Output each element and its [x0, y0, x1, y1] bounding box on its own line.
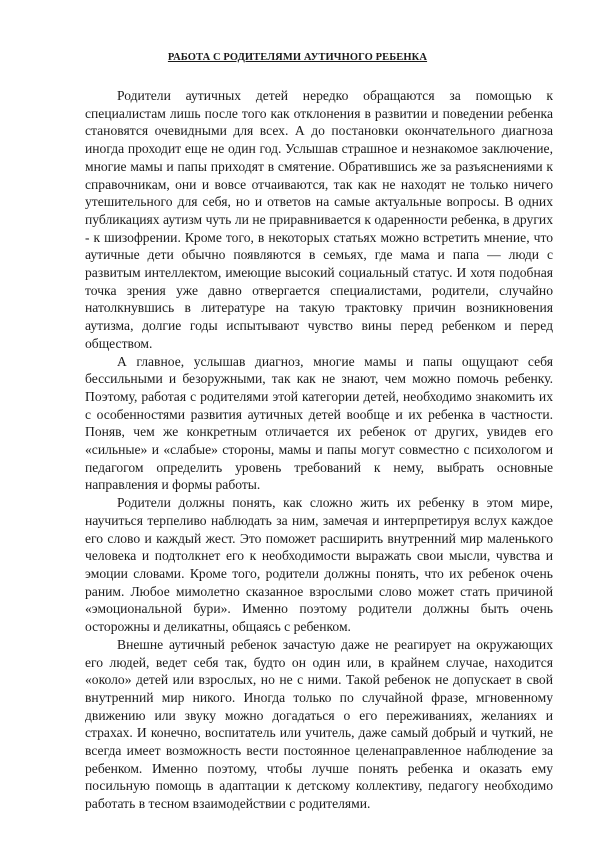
paragraph-1: Родители аутичных детей нередко обращаются за помощью к специалистам лишь после того как отклонения в развитии и поведении ребенка становятся очевидными для всех. А до постановки окончательного диагноза иногда проходит еще не один год. Услышав страшное и незнакомое заключение, многие мамы и папы приходят в смятение. Обратившись же за разъяснениями к справочникам, они и вовсе отчаиваются, так как не находят не только ничего утешительного для себя, но и ответов на самые актуальные вопросы. В одних публикациях аутизм чуть ли не приравнивается к одаренности ребенка, в других - к шизофрении. Кроме того, в некоторых статьях можно встретить мнение, что аутичные дети обычно появляются в семьях, где мама и папа — люди с развитым интеллектом, имеющие высокий социальный статус. И хотя подобная точка зрения уже давно отвергается специалистами, родители, случайно натолкнувшись в литературе на такую трактовку причин возникновения аутизма, долгие годы испытывают чувство вины перед ребенком и перед обществом.: [85, 88, 553, 351]
page-title: РАБОТА С РОДИТЕЛЯМИ АУТИЧНОГО РЕБЕНКА: [167, 52, 428, 63]
paragraph-2: А главное, услышав диагноз, многие мамы и папы ощущают себя бессильными и безоружными, так как не знают, чем можно помочь ребенку. Поэтому, работая с родителями этой категории детей, необходимо знакомить их с особенностями развития аутичных детей вообще и их ребенка в частности. Поняв, чем же конкретным отличается их ребенок от других, увидев его «сильные» и «слабые» стороны, мамы и папы могут совместно с психологом и педагогом определить уровень требований к нему, выбрать основные направления и формы работы.: [85, 353, 553, 493]
article-body: [85, 87, 553, 813]
paragraph-4: Внешне аутичный ребенок зачастую даже не реагирует на окружающих его людей, ведет себя так, будто он один или, в крайнем случае, находится «около» детей или взрослых, но не с ними. Такой ребенок не допускает в свой внутренний мир никого. Иногда только по случайной фразе, мгновенному движению или звуку можно догадаться о его переживаниях, желаниях и страхах. И конечно, воспитатель или учитель, даже самый добрый и чуткий, не всегда имеет возможность вести постоянное целенаправленное наблюдение за ребенком. Именно поэтому, чтобы лучше понять ребенка и оказать ему посильную помощь в адаптации к детскому коллективу, педагогу необходимо работать в тесном взаимодействии с родителями.: [85, 636, 553, 812]
paragraph-3: Родители должны понять, как сложно жить их ребенку в этом мире, научиться терпеливо наблюдать за ним, замечая и интерпретируя вслух каждое его слово и каждый жест. Это поможет расширить внутренний мир маленького человека и подтолкнет его к необходимости выражать свои мысли, чувства и эмоции словами. Кроме того, родители должны понять, что их ребенок очень раним. Любое мимолетно сказанное взрослыми слово может стать причиной «эмоциональной бури». Именно поэтому родители должны быть очень осторожны и деликатны, общаясь с ребенком.: [85, 495, 553, 635]
